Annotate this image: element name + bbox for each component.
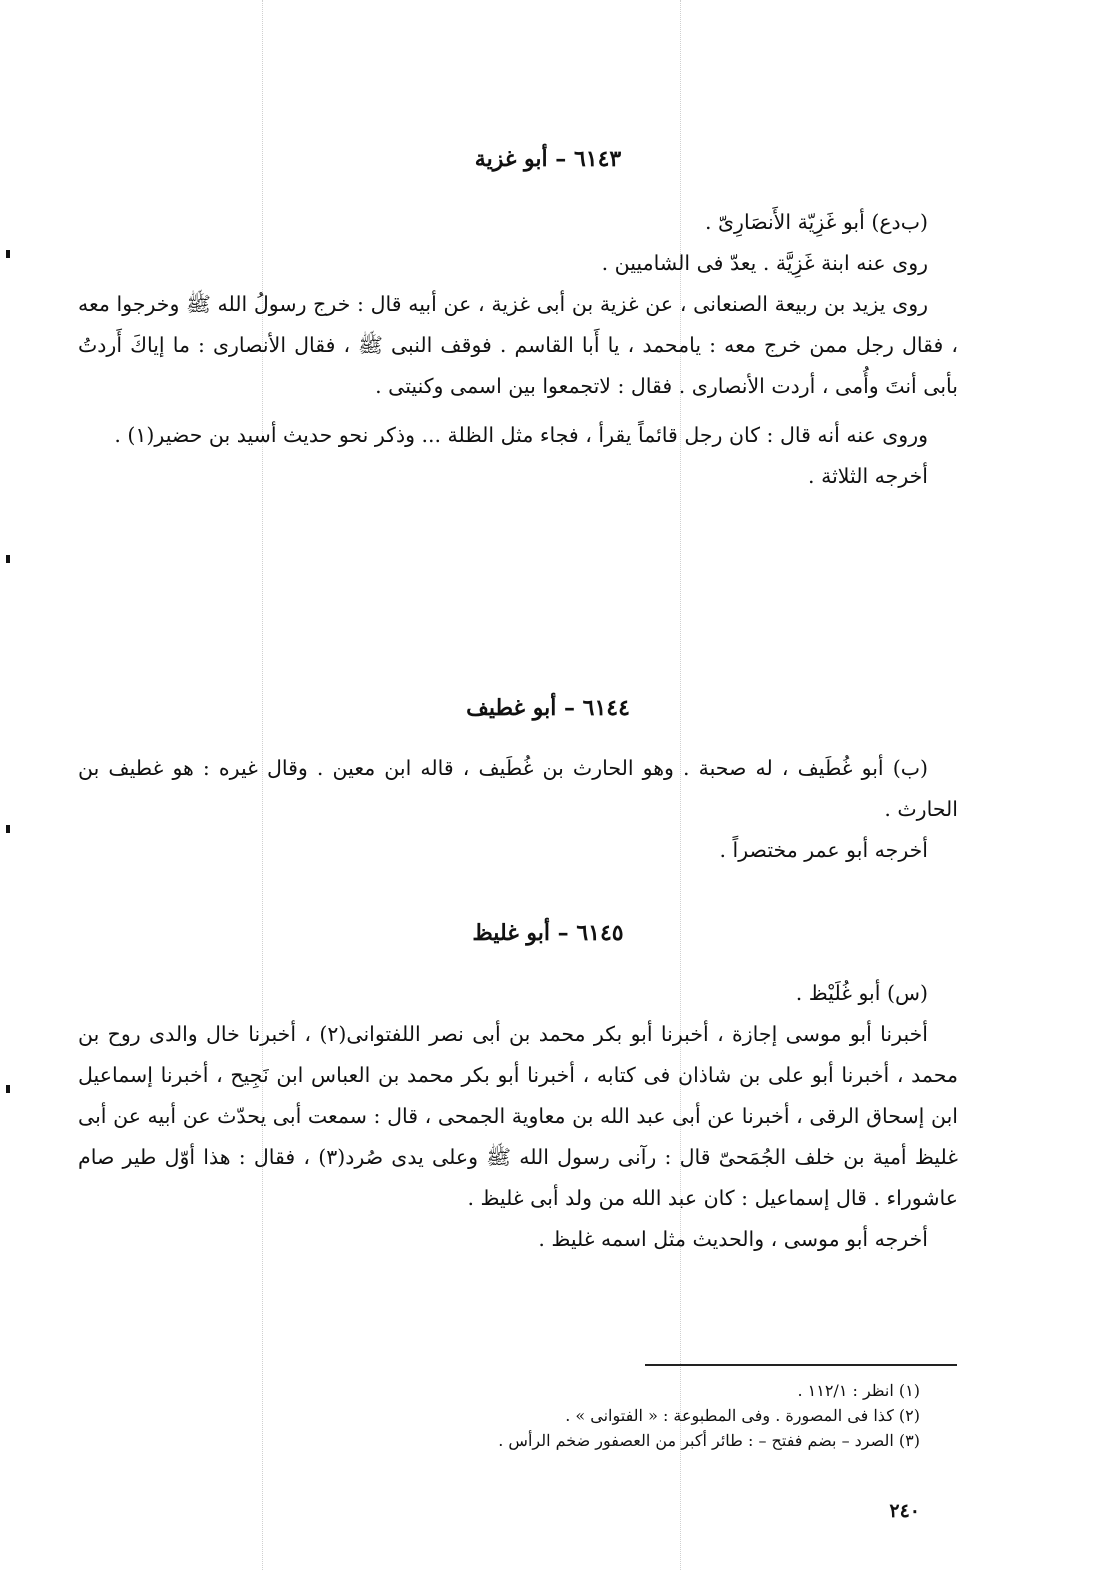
entry-paragraph: روى عنه ابنة غَزِيَّة . يعدّ فى الشاميين . <box>601 251 928 275</box>
footnote: (٢) كذا فى المصورة . وفى المطبوعة : « الفتوانى » . <box>565 1406 920 1425</box>
entry-heading: ٦١٤٤ – أبو غطيف <box>466 695 630 721</box>
entry-paragraph: أخرجه أبو عمر مختصراً . <box>719 838 928 862</box>
entry-paragraph: أخرجه الثلاثة . <box>808 464 928 488</box>
margin-mark <box>6 825 10 833</box>
entry-body <box>78 202 958 497</box>
page-number: ٢٤٠ <box>889 1500 920 1522</box>
margin-mark <box>6 555 10 563</box>
footnote: (١) انظر : ١١٢/١ . <box>797 1381 920 1400</box>
entry-paragraph: (ب‌دع) أبو غَزِيّة الأَنصَارِىّ . <box>704 210 928 234</box>
entry-paragraph: أخبرنا أبو موسى إجازة ، أخبرنا أبو بكر محمد بن أبى نصر اللفتوانى(٢) ، أخبرنا خال والدى روح بن محمد ، أخبرنا أبو على بن شاذان فى كتابه ، أخبرنا أبو بكر محمد بن العباس ابن نَجِيح ، أخبرنا إسماعيل ابن إسحاق الرقى ، أخبرنا عن أبى عبد الله بن معاوية الجمحى ، قال : سمعت أبى يحدّث عن أبيه عن أبى غليظ أمية بن خلف الجُمَحىّ قال : رآنى رسول الله ﷺ وعلى يدى صُرد(٣) ، فقال : هذا أوّل طير صام عاشوراء . قال إسماعيل : كان عبد الله من ولد أبى غليظ . <box>78 1022 958 1210</box>
entry-heading: ٦١٤٣ – أبو غزية <box>474 146 622 172</box>
entry-body <box>78 748 958 871</box>
margin-mark <box>6 1085 10 1093</box>
entry-body <box>78 973 958 1260</box>
footnote-rule <box>645 1364 957 1366</box>
footnote: (٣) الصرد – بضم ففتح – : طائر أكبر من العصفور ضخم الرأس . <box>498 1431 920 1450</box>
entry-paragraph: وروى عنه أنه قال : كان رجل قائماً يقرأ ، فجاء مثل الظلة ... وذكر نحو حديث أسيد بن حضير(١) . <box>114 423 928 447</box>
entry-paragraph: (ب) أبو غُطَيف ، له صحبة . وهو الحارث بن غُطَيف ، قاله ابن معين . وقال غيره : هو غطيف بن الحارث . <box>78 756 958 821</box>
entry-heading: ٦١٤٥ – أبو غليظ <box>472 920 624 946</box>
entry-paragraph: (س) أبو غُلَيْظ . <box>795 981 928 1005</box>
entry-paragraph: روى يزيد بن ربيعة الصنعانى ، عن غزية بن أبى غزية ، عن أبيه قال : خرج رسولُ الله ﷺ وخرجوا معه ، فقال رجل ممن خرج معه : يامحمد ، يا أَبا القاسم . فوقف النبى ﷺ ، فقال الأنصارى : ما إياكَ أَردتُ بأبى أنتَ وأُمى ، أردت الأنصارى . فقال : لاتجمعوا بين اسمى وكنيتى . <box>78 292 958 398</box>
entry-paragraph: أخرجه أبو موسى ، والحديث مثل اسمه غليظ . <box>538 1227 928 1251</box>
margin-mark <box>6 250 10 258</box>
